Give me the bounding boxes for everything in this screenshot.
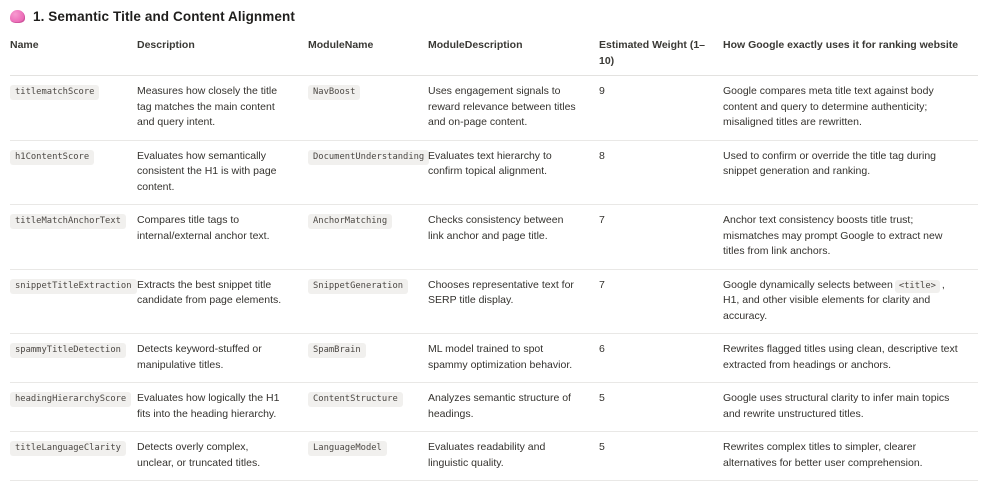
cell-weight[interactable]: 5 [599, 392, 605, 404]
cell-name[interactable] [10, 383, 137, 431]
cell-modulename[interactable] [308, 76, 428, 140]
google-use-text: Google dynamically selects between [723, 278, 893, 291]
module-code-chip: AnchorMatching [308, 214, 392, 229]
cell-google-use[interactable]: Rewrites complex titles to simpler, clearer alternatives for better user comprehension. [723, 441, 923, 469]
cell-moduledescription[interactable]: Evaluates text hierarchy to confirm topical alignment. [428, 149, 552, 177]
cell-moduledescription[interactable]: Checks consistency between link anchor and page title. [428, 214, 564, 242]
cell-name[interactable] [10, 76, 137, 140]
page-title-row [10, 9, 979, 24]
cell-name[interactable] [10, 432, 137, 480]
table-header-row [10, 34, 978, 76]
cell-google-use[interactable] [723, 270, 978, 334]
cell-name[interactable] [10, 205, 137, 269]
table-row [10, 205, 978, 270]
column-header-name[interactable]: Name [10, 39, 39, 51]
column-header-modulename[interactable]: ModuleName [308, 39, 374, 51]
cell-modulename[interactable] [308, 432, 428, 480]
cell-google-use[interactable]: Rewrites flagged titles using clean, descriptive text extracted from headings or anchors. [723, 343, 958, 371]
cell-google-use[interactable]: Google uses structural clarity to infer main topics and rewrite unstructured titles. [723, 392, 950, 420]
cell-description[interactable]: Detects overly complex, unclear, or truncated titles. [137, 441, 261, 469]
cell-moduledescription[interactable]: Analyzes semantic structure of headings. [428, 392, 571, 420]
cell-google-use[interactable]: Google compares meta title text against body content and query to determine authenticity; misaligned titles are rewritten. [723, 85, 934, 128]
table-row [10, 432, 978, 481]
cell-modulename[interactable] [308, 205, 428, 269]
cell-modulename[interactable] [308, 141, 428, 205]
cell-weight[interactable]: 7 [599, 214, 605, 226]
name-code-chip: titlematchScore [10, 85, 99, 100]
table-row [10, 141, 978, 206]
module-code-chip: ContentStructure [308, 392, 403, 407]
google-use-text: , H1, and other visible elements for clarity and accuracy. [723, 278, 945, 322]
name-code-chip: headingHierarchyScore [10, 392, 131, 407]
cell-google-use[interactable]: Anchor text consistency boosts title trust; mismatches may prompt Google to extract new titles from link anchors. [723, 214, 943, 257]
column-header-weight[interactable]: Estimated Weight (1–10) [599, 39, 705, 67]
table-row [10, 76, 978, 141]
cell-name[interactable] [10, 270, 137, 334]
module-code-chip: DocumentUnderstanding [308, 150, 429, 165]
column-header-google-use[interactable]: How Google exactly uses it for ranking website [723, 39, 959, 51]
page-title: 1. Semantic Title and Content Alignment [33, 9, 295, 24]
module-code-chip: SnippetGeneration [308, 279, 408, 294]
title-tag-inline-code: <title> [895, 280, 940, 293]
database-table [10, 34, 978, 481]
cell-name[interactable] [10, 334, 137, 382]
cell-moduledescription[interactable]: ML model trained to spot spammy optimization behavior. [428, 343, 573, 371]
cell-weight[interactable]: 8 [599, 149, 605, 162]
cell-description[interactable]: Detects keyword-stuffed or manipulative titles. [137, 343, 262, 371]
module-code-chip: NavBoost [308, 85, 360, 100]
name-code-chip: snippetTitleExtraction [10, 279, 137, 294]
table-row [10, 270, 978, 335]
module-code-chip: LanguageModel [308, 441, 387, 456]
cell-description[interactable]: Extracts the best snippet title candidate from page elements. [137, 278, 282, 306]
cell-modulename[interactable] [308, 334, 428, 382]
column-header-moduledescription[interactable]: ModuleDescription [428, 39, 523, 51]
cell-description[interactable]: Measures how closely the title tag matches the main content and query intent. [137, 85, 278, 128]
cell-description[interactable]: Evaluates how logically the H1 fits into the heading hierarchy. [137, 392, 280, 420]
name-code-chip: titleMatchAnchorText [10, 214, 126, 229]
column-header-description[interactable]: Description [137, 39, 195, 51]
cell-description[interactable]: Evaluates how semantically consistent the H1 is with page content. [137, 149, 277, 193]
module-code-chip: SpamBrain [308, 343, 366, 358]
cell-weight[interactable]: 9 [599, 85, 605, 97]
name-code-chip: h1ContentScore [10, 150, 94, 165]
cell-moduledescription[interactable]: Evaluates readability and linguistic quality. [428, 441, 546, 469]
cell-description[interactable]: Compares title tags to internal/external anchor text. [137, 214, 270, 242]
brain-emoji-icon [10, 10, 25, 23]
cell-google-use[interactable]: Used to confirm or override the title tag during snippet generation and ranking. [723, 149, 937, 177]
cell-weight[interactable]: 5 [599, 441, 605, 453]
cell-moduledescription[interactable]: Chooses representative text for SERP title display. [428, 278, 574, 306]
cell-modulename[interactable] [308, 270, 428, 334]
cell-moduledescription[interactable]: Uses engagement signals to reward relevance between titles and on-page content. [428, 85, 576, 128]
cell-name[interactable] [10, 141, 137, 205]
name-code-chip: titleLanguageClarity [10, 441, 126, 456]
cell-weight[interactable]: 7 [599, 278, 605, 291]
table-row [10, 383, 978, 432]
name-code-chip: spammyTitleDetection [10, 343, 126, 358]
table-row [10, 334, 978, 383]
cell-weight[interactable]: 6 [599, 343, 605, 355]
cell-modulename[interactable] [308, 383, 428, 431]
